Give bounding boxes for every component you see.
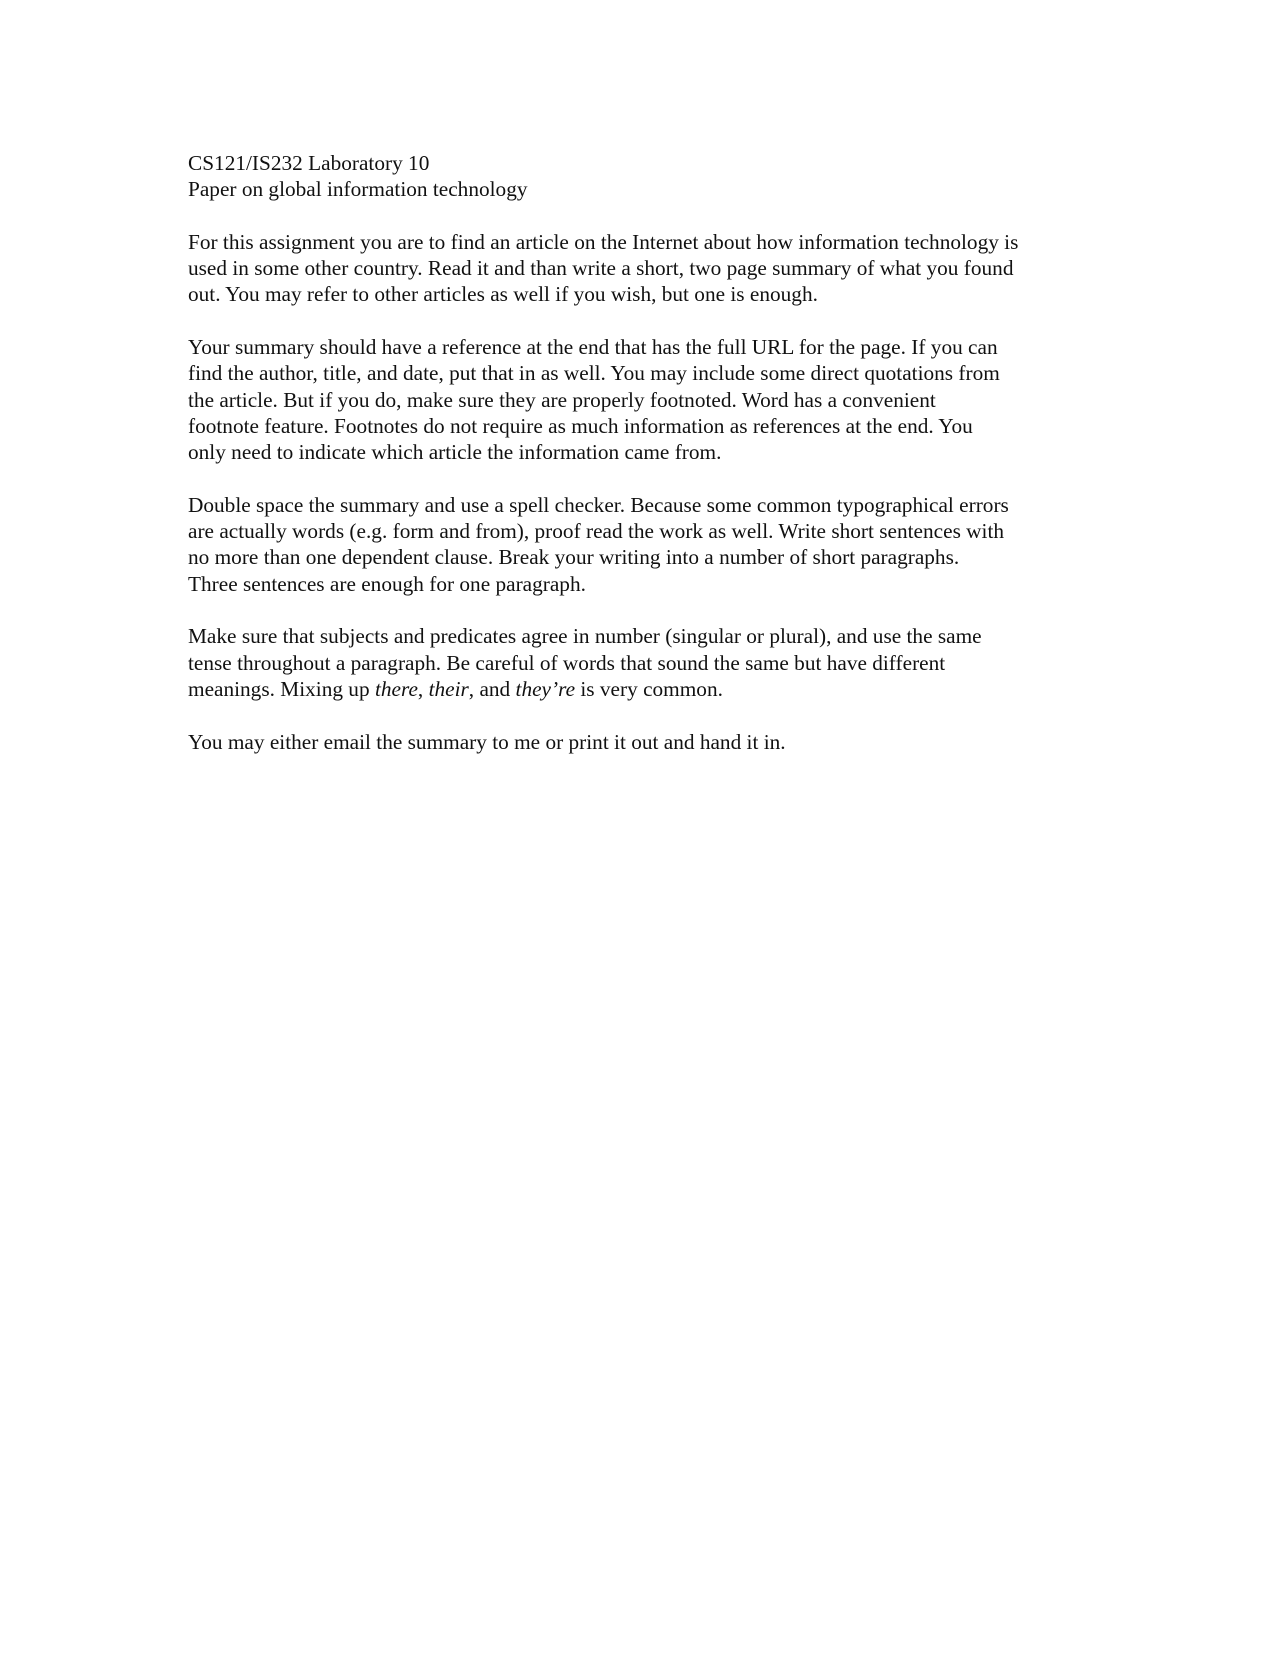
paragraph-submission	[188, 729, 1088, 755]
paragraph-line: out. You may refer to other articles as well if you wish, but one is enough.	[188, 282, 818, 307]
paragraph-line: are actually words (e.g. form and from), proof read the work as well. Write short sentences with	[188, 519, 1005, 544]
paragraph-grammar	[188, 623, 1088, 702]
paragraph-line: Three sentences are enough for one paragraph.	[188, 571, 586, 596]
paragraph-line: Double space the summary and use a spell checker. Because some common typographical errors	[188, 492, 1009, 517]
paragraph-reference	[188, 334, 1088, 465]
paragraph-line: Your summary should have a reference at the end that has the full URL for the page. If you can	[188, 335, 998, 360]
assignment-title: Paper on global information technology	[188, 177, 528, 202]
paragraph-line: footnote feature. Footnotes do not require as much information as references at the end. You	[188, 413, 973, 438]
text-segment: meanings. Mixing up	[188, 676, 375, 701]
course-heading: CS121/IS232 Laboratory 10	[188, 151, 430, 175]
paragraph-line: Make sure that subjects and predicates agree in number (singular or plural), and use the same	[188, 624, 982, 649]
paragraph-line-mixed	[188, 676, 1088, 702]
document-body	[188, 150, 1088, 755]
paragraph-line: used in some other country. Read it and than write a short, two page summary of what you found	[188, 256, 1014, 281]
paragraph-line: find the author, title, and date, put that in as well. You may include some direct quotations from	[188, 361, 1000, 386]
paragraph-line: only need to indicate which article the information came from.	[188, 440, 722, 465]
text-segment: is very common.	[575, 676, 723, 701]
paragraph-line: tense throughout a paragraph. Be careful of words that sound the same but have different	[188, 650, 946, 675]
text-segment: ,	[417, 676, 429, 701]
paragraph-formatting	[188, 492, 1088, 597]
paragraph-line: the article. But if you do, make sure they are properly footnoted. Word has a convenient	[188, 387, 936, 412]
text-segment: , and	[468, 676, 516, 701]
paragraph-line: For this assignment you are to find an article on the Internet about how information technology is	[188, 229, 1019, 254]
paragraph-assignment	[188, 229, 1088, 308]
paragraph-line: no more than one dependent clause. Break your writing into a number of short paragraphs.	[188, 545, 960, 570]
paragraph-line: You may either email the summary to me or print it out and hand it in.	[188, 729, 786, 754]
italic-word-theyre: they’re	[515, 676, 576, 701]
italic-word-there: there	[374, 676, 418, 701]
italic-word-their: their	[428, 676, 469, 701]
